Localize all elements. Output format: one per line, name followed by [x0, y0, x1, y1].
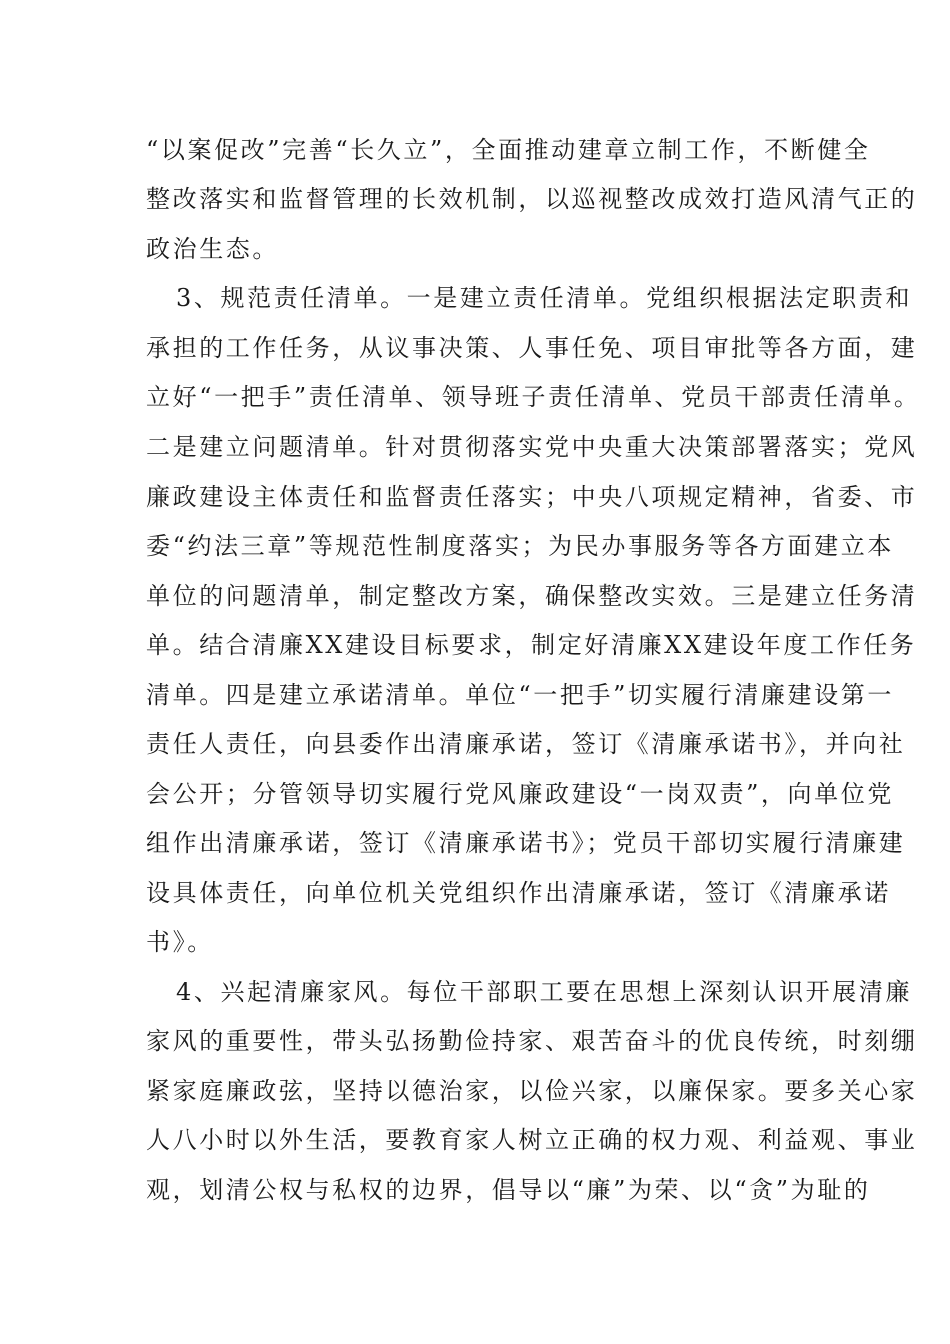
text-line: 会公开；分管领导切实履行党风廉政建设“一岗双责”，向单位党 — [146, 780, 894, 808]
section-3-heading-line: 3、规范责任清单。一是建立责任清单。党组织根据法定职责和 — [176, 284, 913, 312]
text-line: 设具体责任，向单位机关党组织作出清廉承诺，签订《清廉承诺 — [146, 879, 891, 907]
text-line: 观，划清公权与私权的边界，倡导以“廉”为荣、以“贪”为耻的 — [146, 1176, 871, 1204]
text-line: 书》。 — [146, 928, 214, 956]
text-line: 人八小时以外生活，要教育家人树立正确的权力观、利益观、事业 — [146, 1126, 918, 1154]
section-4-heading-line: 4、兴起清廉家风。每位干部职工要在思想上深刻认识开展清廉 — [176, 978, 913, 1006]
text-line: 家风的重要性，带头弘扬勤俭持家、艰苦奋斗的优良传统，时刻绷 — [146, 1027, 918, 1055]
text-line: “以案促改”完善“长久立”，全面推动建章立制工作，不断健全 — [146, 136, 871, 164]
text-line: 单位的问题清单，制定整改方案，确保整改实效。三是建立任务清 — [146, 582, 918, 610]
text-line: 清单。四是建立承诺清单。单位“一把手”切实履行清廉建设第一 — [146, 681, 894, 709]
text-line: 责任人责任，向县委作出清廉承诺，签订《清廉承诺书》，并向社 — [146, 730, 906, 758]
text-line: 整改落实和监督管理的长效机制，以巡视整改成效打造风清气正的 — [146, 185, 918, 213]
text-line: 政治生态。 — [146, 235, 279, 263]
text-line: 二是建立问题清单。针对贯彻落实党中央重大决策部署落实；党风 — [146, 433, 918, 461]
text-line: 立好“一把手”责任清单、领导班子责任清单、党员干部责任清单。 — [146, 383, 921, 411]
text-line: 紧家庭廉政弦，坚持以德治家，以俭兴家，以廉保家。要多关心家 — [146, 1077, 918, 1105]
text-line: 单。结合清廉XX建设目标要求，制定好清廉XX建设年度工作任务 — [146, 631, 917, 659]
text-line: 承担的工作任务，从议事决策、人事任免、项目审批等各方面，建 — [146, 334, 918, 362]
text-line: 组作出清廉承诺，签订《清廉承诺书》；党员干部切实履行清廉建 — [146, 829, 906, 857]
text-line: 廉政建设主体责任和监督责任落实；中央八项规定精神，省委、市 — [146, 483, 918, 511]
text-line: 委“约法三章”等规范性制度落实；为民办事服务等各方面建立本 — [146, 532, 894, 560]
